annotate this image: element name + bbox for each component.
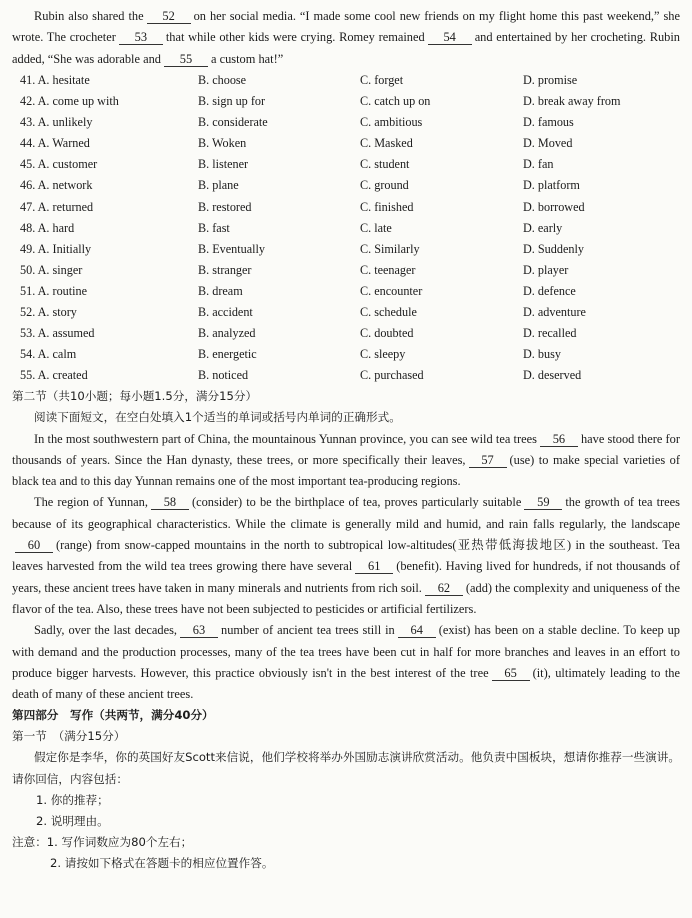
option-row [12,175,680,196]
blank-63: 63 [180,623,218,638]
option-c: C. Similarly [360,241,420,256]
option-d: D. Moved [523,136,573,151]
question-number: 47. [20,199,36,214]
question-number: 44. [20,136,36,151]
option-b: B. sign up for [198,94,266,109]
option-b: B. Woken [198,136,247,151]
option-a [12,302,198,323]
option-d: D. platform [523,178,580,193]
question-number: 52. [20,304,36,319]
option-a-text: A. created [37,368,88,383]
option-b: B. considerate [198,115,268,130]
option-d: D. early [523,220,563,235]
passage-text: have stood there for thousands of years. Since the Han dynasty, these trees, or more specifically their leaves, [12,431,680,467]
passage-text: (add) the complexity and uniqueness of the flavor of the tea. Also, these trees have not been subjected to pesticides or artificial fertilizers. [12,580,680,616]
blank-59: 59 [524,495,562,510]
option-a-text: A. customer [37,157,98,172]
section-2-instruction: 阅读下面短文，在空白处填入1个适当的单词或括号内单词的正确形式。 [34,410,401,425]
question-number: 53. [20,326,36,341]
option-row [12,196,680,217]
passage-text: a custom hat!” [210,51,284,66]
option-a [12,239,198,260]
option-d: D. busy [523,347,561,362]
option-b: B. fast [198,220,230,235]
question-number: 41. [20,72,36,87]
option-a [12,218,198,239]
option-a [12,196,198,217]
option-d: D. fan [523,157,554,172]
option-c: C. doubted [360,326,414,341]
task-item-2: 2. 说明理由。 [36,814,109,829]
option-row [12,302,680,323]
blank-60: 60 [15,538,53,553]
option-a-text: A. returned [37,199,94,214]
question-number: 42. [20,94,36,109]
options-body [12,70,680,386]
option-c: C. forget [360,72,404,87]
option-d: D. defence [523,283,576,298]
task-item-1: 1. 你的推荐； [36,793,109,808]
option-b: B. restored [198,199,252,214]
option-d: D. break away from [523,94,621,109]
option-d: D. adventure [523,304,586,319]
option-c: C. teenager [360,262,416,277]
option-row [12,218,680,239]
option-a [12,344,198,365]
option-a-text: A. singer [37,262,83,277]
option-d: D. recalled [523,326,577,341]
note-line-1 [12,832,680,853]
option-a-text: A. unlikely [37,115,93,130]
option-a [12,323,198,344]
option-b: B. Eventually [198,241,266,256]
option-c: C. student [360,157,410,172]
passage-text: (range) from snow-capped mountains in the north to subtropical low-altitudes(亚热带低海拔地区) in the southeast. Tea leaves harvested from the wild tea trees growing there have several [12,538,680,574]
option-a-text: A. Initially [37,241,92,256]
option-a [12,112,198,133]
question-number: 51. [20,283,36,298]
option-b: B. listener [198,157,249,172]
blank-55: 55 [164,52,208,67]
note-1: 1. 写作词数应为80个左右； [46,835,193,850]
option-b: B. dream [198,283,243,298]
option-d: D. promise [523,72,578,87]
blank-62: 62 [425,581,463,596]
option-row [12,70,680,91]
option-a [12,154,198,175]
option-d: D. Suddenly [523,241,584,256]
option-row [12,133,680,154]
option-b: B. energetic [198,347,257,362]
passage-text: number of ancient tea trees still in [221,623,395,638]
blank-52: 52 [147,9,191,24]
option-a-text: A. hard [37,220,75,235]
option-a-text: A. network [37,178,93,193]
passage-text: that while other kids were crying. Romey remained [165,30,425,45]
option-b: B. stranger [198,262,252,277]
option-a [12,281,198,302]
option-row [12,239,680,260]
option-a [12,175,198,196]
option-a [12,70,198,91]
option-c: C. Masked [360,136,413,151]
option-a-text: A. routine [37,283,88,298]
passage-2-paragraph-3 [12,620,680,705]
note-label: 注意： [12,835,47,850]
passage-text: Rubin also shared the [34,9,144,23]
option-row [12,323,680,344]
blank-58: 58 [151,495,189,510]
passage-text: Sadly, over the last decades, [34,623,177,638]
blank-53: 53 [119,30,163,45]
option-c: C. ground [360,178,409,193]
passage-text: the growth of tea trees because of its geographical characteristics. While the climate is generally mild and humid, and rain falls regularly, the landscape [12,495,680,531]
option-b: B. plane [198,178,239,193]
question-number: 45. [20,157,36,172]
passage-2-paragraph-1 [12,429,680,493]
option-b: B. noticed [198,368,249,383]
option-a-text: A. hesitate [37,72,90,87]
option-a [12,133,198,154]
options-table [12,70,680,386]
blank-64: 64 [398,623,436,638]
option-d: D. borrowed [523,199,585,214]
option-row [12,154,680,175]
passage-text: on her social media. “I made some cool new friends on my flight home this past weekend,” she wrote. The crocheter [12,9,680,45]
question-number: 55. [20,368,36,383]
passage-text: In the most southwestern part of China, the mountainous Yunnan province, you can see wild tea trees [34,431,537,446]
option-row [12,260,680,281]
option-c: C. sleepy [360,347,406,362]
note-2: 2. 请按如下格式在答题卡的相应位置作答。 [50,856,274,871]
question-number: 48. [20,220,36,235]
option-b: B. analyzed [198,326,256,341]
option-a [12,260,198,281]
section-2-heading: 第二节（共10小题；每小题1.5分，满分15分） [12,389,258,404]
passage-text: (consider) to be the birthplace of tea, proves particularly suitable [191,495,522,510]
question-number: 43. [20,115,36,130]
question-number: 46. [20,178,36,193]
passage-cloze-ending [12,6,680,70]
part-4-heading: 第四部分 写作（共两节，满分40分） [12,708,214,723]
option-a-text: A. Warned [37,136,90,151]
passage-text: and entertained by her crocheting. Rubin added, “She was adorable and [12,30,681,66]
writing-task: 假定你是李华，你的英国好友Scott来信说，他们学校将举办外国励志演讲欣赏活动。他负责中国板块，想请你推荐一些演讲。请你回信，内容包括： [12,750,680,786]
option-a-text: A. story [37,304,77,319]
option-c: C. catch up on [360,94,431,109]
option-d: D. famous [523,115,574,130]
blank-61: 61 [355,559,393,574]
blank-56: 56 [540,432,578,447]
option-c: C. encounter [360,283,423,298]
option-c: C. purchased [360,368,424,383]
passage-2-paragraph-2 [12,492,680,620]
blank-54: 54 [428,30,472,45]
blank-57: 57 [469,453,507,468]
option-row [12,344,680,365]
question-number: 54. [20,347,36,362]
option-row [12,365,680,386]
passage-text: (benefit). Having lived for hundreds, if not thousands of years, these ancient trees have taken in many minerals and nutrients from rich soil. [12,559,681,595]
option-row [12,91,680,112]
option-a-text: A. assumed [37,326,95,341]
option-row [12,281,680,302]
option-d: D. player [523,262,569,277]
option-row [12,112,680,133]
option-d: D. deserved [523,368,582,383]
option-c: C. schedule [360,304,417,319]
option-c: C. finished [360,199,414,214]
option-c: C. ambitious [360,115,423,130]
option-a [12,365,198,386]
passage-text: The region of Yunnan, [34,495,148,510]
passage-text: (exist) has been on a stable decline. To keep up with demand and the production processes, many of the tea trees have been cut in half for more branches and leaves in an effort to produce bigger harvests. However, this practice obviously isn't in the best interest of the tree [12,623,680,680]
part-4-subheading: 第一节 （满分15分） [12,729,126,744]
option-b: B. choose [198,72,247,87]
question-number: 50. [20,262,36,277]
option-a [12,91,198,112]
blank-65: 65 [492,666,530,681]
option-a-text: A. come up with [37,94,119,109]
passage-text: (it), ultimately leading to the death of many of these ancient trees. [12,665,680,702]
option-b: B. accident [198,304,253,319]
question-number: 49. [20,241,36,256]
passage-text: (use) to make special varieties of black tea and to this day Yunnan remains one of the most important tea-producing regions. [12,452,681,489]
option-a-text: A. calm [37,347,77,362]
option-c: C. late [360,220,392,235]
